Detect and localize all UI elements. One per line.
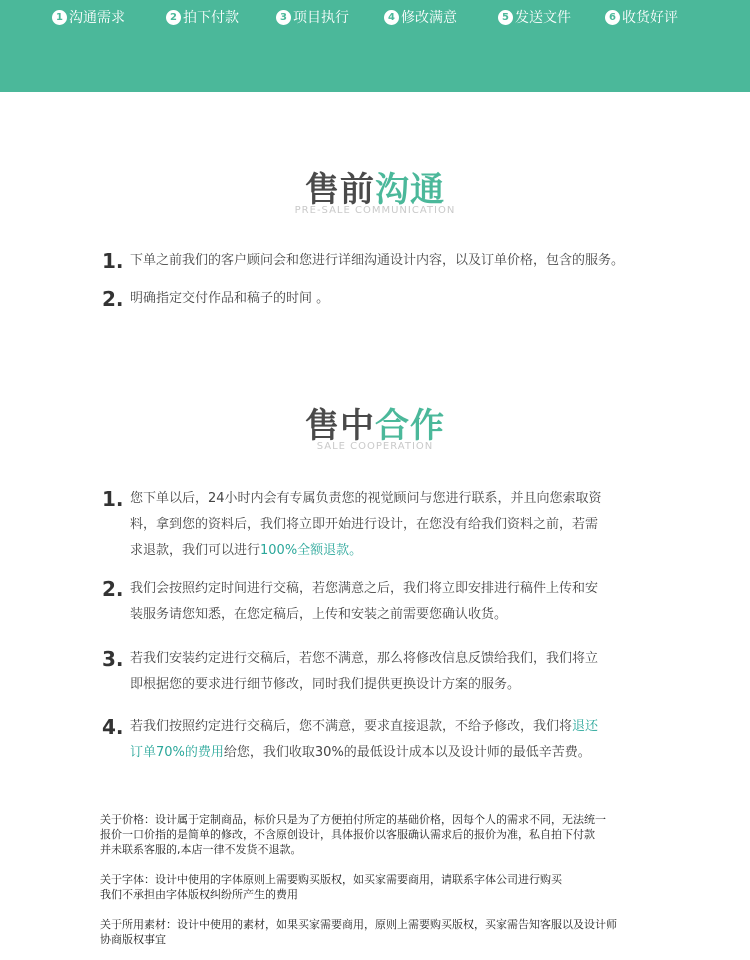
item-text: [130, 486, 602, 564]
item-line: 我们会按照约定时间进行交稿，若您满意之后，我们将立即安排进行稿件上传和安: [130, 581, 599, 596]
item-line-part: 给您，我们收取30%的最低设计成本以及设计师的最低辛苦费。: [223, 745, 591, 760]
step-label: 拍下付款: [183, 10, 239, 26]
cooperation-subtitle: SALE COOPERATION: [316, 441, 434, 452]
note-price: [100, 812, 710, 857]
item-number: 1.: [102, 249, 124, 273]
item-line: 装服务请您知悉，在您定稿后，上传和安装之前需要您确认收货。: [130, 607, 508, 622]
note-line: 关于字体：设计中使用的字体原则上需要购买版权，如买家需要商用，请联系字体公司进行购买: [100, 873, 562, 886]
item-line: 您下单以后，24小时内会有专属负责您的视觉顾问与您进行联系，并且向您索取资: [130, 491, 602, 506]
steps-banner: [0, 0, 750, 92]
cooperation-item-1: [102, 486, 682, 564]
step-number: 1: [52, 10, 67, 25]
item-text: 下单之前我们的客户顾问会和您进行详细沟通设计内容，以及订单价格，包含的服务。: [130, 253, 625, 268]
presale-item-1: [102, 248, 702, 274]
item-line: 即根据您的要求进行细节修改，同时我们提供更换设计方案的服务。: [130, 677, 521, 692]
step-4: [384, 7, 457, 27]
step-5: [498, 7, 571, 27]
refund-highlight: 订单70%的费用: [130, 745, 224, 760]
cooperation-title: [0, 398, 750, 447]
note-font: [100, 872, 710, 902]
presale-title: [0, 162, 750, 211]
note-materials: [100, 917, 710, 947]
item-number: 2.: [102, 577, 124, 601]
step-number: 2: [166, 10, 181, 25]
title-green-part: 合作: [375, 406, 445, 446]
step-label: 收货好评: [622, 10, 678, 26]
cooperation-item-3: [102, 646, 682, 698]
item-line: 料，拿到您的资料后，我们将立即开始进行设计，在您没有给我们资料之前，若需: [130, 517, 599, 532]
step-label: 沟通需求: [69, 10, 125, 26]
step-6: [605, 7, 678, 27]
title-green-part: 沟通: [375, 170, 445, 210]
title-dark-part: 售中: [305, 406, 375, 446]
note-line: 关于价格：设计属于定制商品，标价只是为了方便拍付所定的基础价格，因每个人的需求不同，无法统一: [100, 813, 606, 826]
item-line: 若我们安装约定进行交稿后，若您不满意，那么将修改信息反馈给我们，我们将立: [130, 651, 599, 666]
item-text: [130, 714, 598, 766]
step-2: [166, 7, 239, 27]
item-line: [130, 538, 602, 564]
refund-highlight: 退还: [572, 719, 599, 734]
note-line: 协商版权事宜: [100, 933, 166, 946]
item-line-part: 求退款，我们可以进行: [130, 543, 261, 558]
refund-highlight: 100%全额退款。: [260, 543, 363, 558]
item-number: 4.: [102, 715, 124, 739]
step-number: 5: [498, 10, 513, 25]
item-text: [130, 576, 598, 628]
step-3: [276, 7, 349, 27]
item-number: 1.: [102, 487, 124, 511]
step-number: 3: [276, 10, 291, 25]
step-number: 4: [384, 10, 399, 25]
note-line: 并未联系客服的,本店一律不发货不退款。: [100, 843, 302, 856]
item-line: [130, 740, 598, 766]
step-label: 修改满意: [401, 10, 457, 26]
item-line-part: 若我们按照约定进行交稿后，您不满意，要求直接退款，不给予修改，我们将: [130, 719, 573, 734]
item-text: 明确指定交付作品和稿子的时间 。: [130, 291, 330, 306]
presale-item-2: [102, 286, 702, 312]
item-text: [130, 646, 598, 698]
step-1: [52, 7, 125, 27]
step-label: 项目执行: [293, 10, 349, 26]
item-number: 3.: [102, 647, 124, 671]
note-line: 我们不承担由字体版权纠纷所产生的费用: [100, 888, 298, 901]
step-number: 6: [605, 10, 620, 25]
cooperation-item-4: [102, 714, 682, 766]
item-number: 2.: [102, 287, 124, 311]
cooperation-item-2: [102, 576, 682, 628]
presale-subtitle: PRE-SALE COMMUNICATION: [294, 205, 456, 216]
title-dark-part: 售前: [305, 170, 375, 210]
step-label: 发送文件: [515, 10, 571, 26]
note-line: 关于所用素材：设计中使用的素材，如果买家需要商用，原则上需要购买版权，买家需告知客服以及设计师: [100, 918, 617, 931]
item-line: [130, 714, 598, 740]
note-line: 报价一口价指的是简单的修改，不含原创设计，具体报价以客服确认需求后的报价为准，私自拍下付款: [100, 828, 595, 841]
